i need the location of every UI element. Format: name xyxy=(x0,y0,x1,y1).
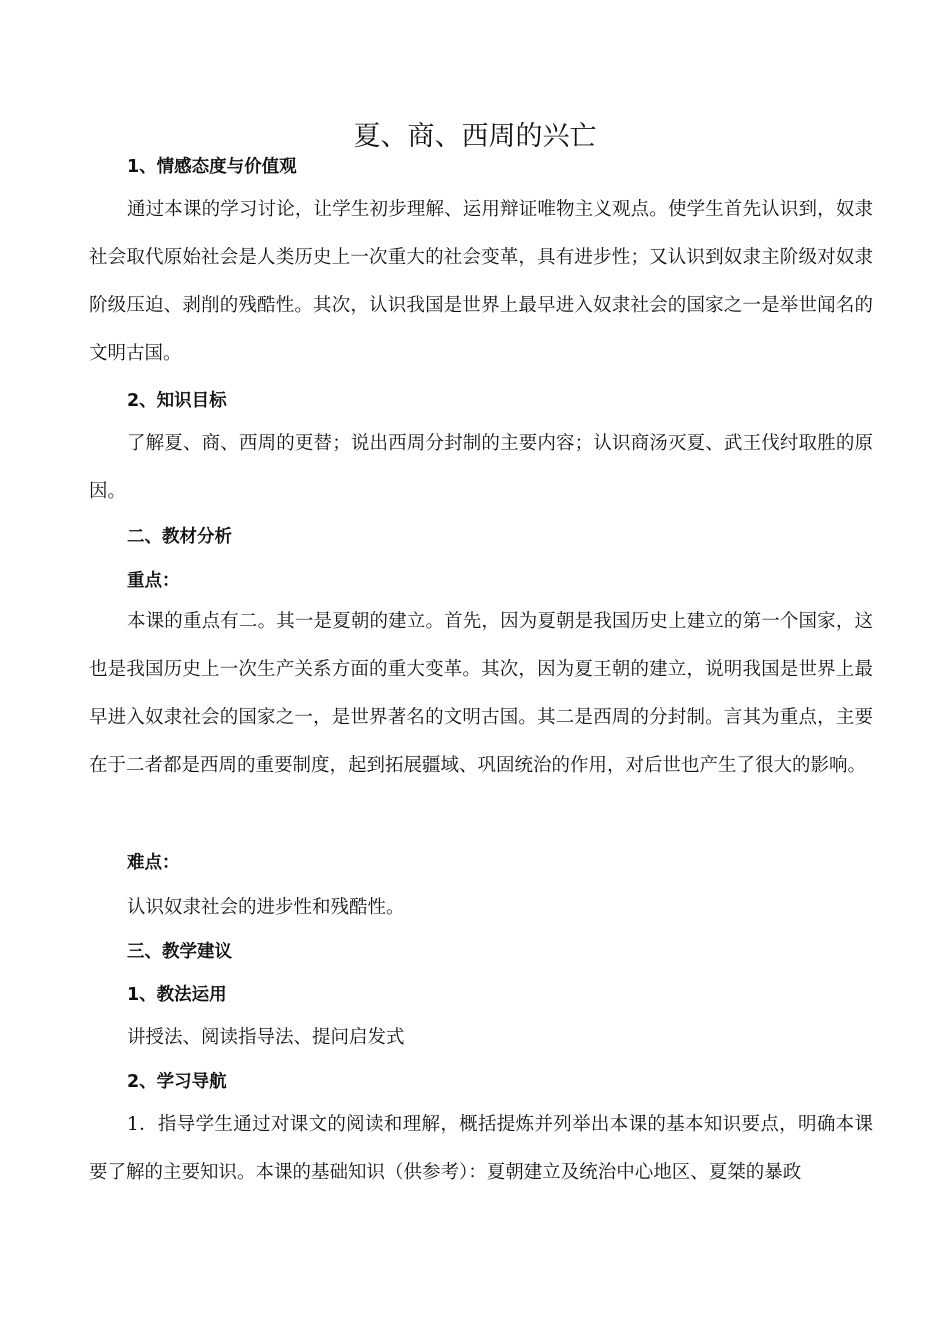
heading-emotion-values: 1、情感态度与价值观 xyxy=(127,157,297,177)
paragraph-emotion-values: 通过本课的学习讨论，让学生初步理解、运用辩证唯物主义观点。使学生首先认识到，奴隶社会取代原始社会是人类历史上一次重大的社会变革，具有进步性；又认识到奴隶主阶级对奴隶阶级压迫、剥削的残酷性。其次，认识我国是世界上最早进入奴隶社会的国家之一是举世闻名的文明古国。 xyxy=(89,199,873,364)
heading-key-points: 重点： xyxy=(127,571,180,591)
paragraph-key-points: 本课的重点有二。其一是夏朝的建立。首先，因为夏朝是我国历史上建立的第一个国家，这也是我国历史上一次生产关系方面的重大变革。其次，因为夏王朝的建立，说明我国是世界上最早进入奴隶社会的国家之一，是世界著名的文明古国。其二是西周的分封制。言其为重点，主要在于二者都是西周的重要制度，起到拓展疆域、巩固统治的作用，对后世也产生了很大的影响。 xyxy=(89,611,873,776)
heading-learning-guide: 2、学习导航 xyxy=(127,1072,227,1092)
paragraph-learning-guide: 1．指导学生通过对课文的阅读和理解，概括提炼并列举出本课的基本知识要点，明确本课要了解的主要知识。本课的基础知识（供参考）：夏朝建立及统治中心地区、夏桀的暴政 xyxy=(89,1114,873,1183)
heading-teaching-methods: 1、教法运用 xyxy=(127,985,227,1005)
heading-knowledge-goals: 2、知识目标 xyxy=(127,391,227,411)
document-title: 夏、商、西周的兴亡 xyxy=(353,121,597,152)
heading-difficult-points: 难点： xyxy=(127,853,180,873)
paragraph-knowledge-goals: 了解夏、商、西周的更替；说出西周分封制的主要内容；认识商汤灭夏、武王伐纣取胜的原因。 xyxy=(89,433,873,502)
heading-textbook-analysis: 二、教材分析 xyxy=(127,527,232,547)
paragraph-teaching-methods: 讲授法、阅读指导法、提问启发式 xyxy=(127,1027,405,1048)
paragraph-difficult-points: 认识奴隶社会的进步性和残酷性。 xyxy=(127,897,405,918)
heading-teaching-suggestions: 三、教学建议 xyxy=(127,942,232,962)
